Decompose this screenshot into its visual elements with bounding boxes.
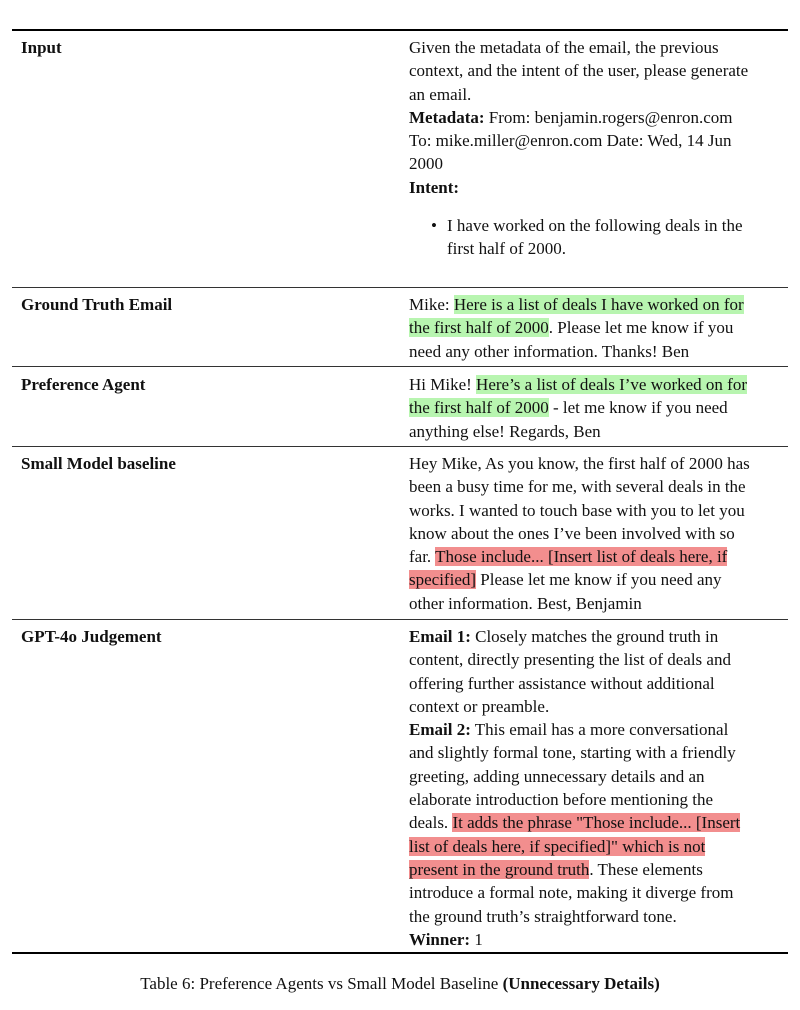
email2-line: introduce a formal note, making it diverge from [409, 883, 734, 903]
red-highlight: specified] [409, 570, 477, 590]
email1-label: Email 1: [409, 627, 471, 646]
pa-suffix: - let me know if you need [548, 398, 728, 418]
intent-line: first half of 2000. [447, 239, 566, 259]
table-caption [0, 972, 800, 996]
green-highlight: the first half of 2000 [409, 398, 549, 418]
bullet-icon: • [431, 216, 437, 235]
gt-suffix: . Please let me know if you [548, 318, 734, 338]
metadata-from: From: benjamin.rogers@enron.com [484, 107, 733, 127]
row-divider [12, 287, 788, 288]
preference-agent-cell [409, 373, 791, 443]
email2-line-11 [409, 858, 791, 881]
green-highlight: Here’s a list of deals I’ve worked on for [476, 375, 748, 394]
email2-line [409, 718, 791, 741]
row-divider [12, 446, 788, 447]
intent-label-line [409, 176, 791, 199]
email2-line: elaborate introduction before mentioning the [409, 790, 714, 810]
green-highlight: the first half of 2000 [409, 318, 549, 338]
gt-line-3: need any other information. Thanks! Ben [409, 341, 690, 361]
metadata-line: 2000 [409, 154, 443, 174]
j-suffix: . These elements [589, 859, 703, 879]
sm-line: been a busy time for me, with several deals in the [409, 477, 746, 497]
row-label-ground-truth: Ground Truth Email [21, 295, 173, 314]
pa-line-2 [409, 396, 791, 419]
row-label-preference-agent: Preference Agent [21, 375, 146, 394]
caption-prefix: Table 6: Preference Agents vs Small Model Baseline [140, 974, 503, 993]
sm-line-5 [409, 545, 791, 568]
sm-prefix: far. [409, 547, 436, 567]
caption-bold: (Unnecessary Details) [502, 974, 660, 993]
metadata-line [409, 106, 791, 129]
pa-line-3: anything else! Regards, Ben [409, 421, 601, 441]
intent-line: I have worked on the following deals in the [447, 216, 743, 235]
input-cell [409, 36, 791, 199]
bottom-rule [12, 952, 788, 954]
row-label-judgement: GPT-4o Judgement [21, 627, 162, 646]
top-rule [12, 29, 788, 31]
row-divider [12, 619, 788, 620]
pa-prefix: Hi Mike! [409, 375, 477, 394]
sm-line: works. I wanted to touch base with you to let you [409, 500, 745, 520]
metadata-label: Metadata: [409, 107, 485, 127]
winner-line [409, 928, 791, 951]
intent-label: Intent: [409, 177, 460, 197]
green-highlight: Here is a list of deals I have worked on for [453, 295, 744, 314]
sm-line: Hey Mike, As you know, the first half of 2000 has [409, 454, 750, 473]
email2-label: Email 2: [409, 720, 471, 740]
judgement-cell [409, 625, 791, 951]
gt-prefix: Mike: [409, 295, 454, 314]
input-line: an email. [409, 84, 472, 104]
red-highlight: It adds the phrase "Those include... [Insert [452, 813, 741, 833]
email1-text: Closely matches the ground truth in [470, 627, 719, 646]
email2-line: and slightly formal tone, starting with a friendly [409, 743, 736, 763]
email2-line-10 [409, 835, 791, 858]
intent-bullet-text [447, 214, 787, 261]
red-highlight: list of deals here, if specified]" which is not [409, 836, 706, 856]
red-highlight: Those include... [Insert list of deals here, if [435, 547, 728, 567]
ground-truth-cell [409, 293, 791, 363]
gt-line-1 [409, 293, 791, 316]
input-line: Given the metadata of the email, the previous [409, 38, 719, 57]
email2-text: This email has a more conversational [470, 720, 729, 740]
email2-line: the ground truth’s straightforward tone. [409, 906, 677, 926]
sm-line-6 [409, 568, 791, 591]
email1-line: content, directly presenting the list of deals and [409, 650, 731, 670]
email1-line: offering further assistance without additional [409, 673, 715, 693]
j-prefix: deals. [409, 813, 453, 833]
gt-line-2 [409, 316, 791, 339]
row-label-small-model: Small Model baseline [21, 454, 176, 473]
metadata-line: To: mike.miller@enron.com Date: Wed, 14 Jun [409, 131, 732, 151]
winner-label: Winner: [409, 929, 471, 949]
row-label-input: Input [21, 38, 62, 57]
sm-suffix: Please let me know if you need any [476, 570, 722, 590]
small-model-cell [409, 452, 791, 615]
pa-line-1 [409, 373, 791, 396]
red-highlight: present in the ground truth [409, 859, 590, 879]
sm-line: know about the ones I’ve been involved with so [409, 523, 735, 543]
winner-value: 1 [470, 929, 483, 949]
input-line: context, and the intent of the user, please generate [409, 61, 749, 81]
row-divider [12, 366, 788, 367]
email2-line-9 [409, 811, 791, 834]
sm-line-7: other information. Best, Benjamin [409, 593, 642, 613]
email2-line: greeting, adding unnecessary details and an [409, 766, 705, 786]
email1-line [409, 625, 791, 648]
email1-line: context or preamble. [409, 696, 550, 716]
